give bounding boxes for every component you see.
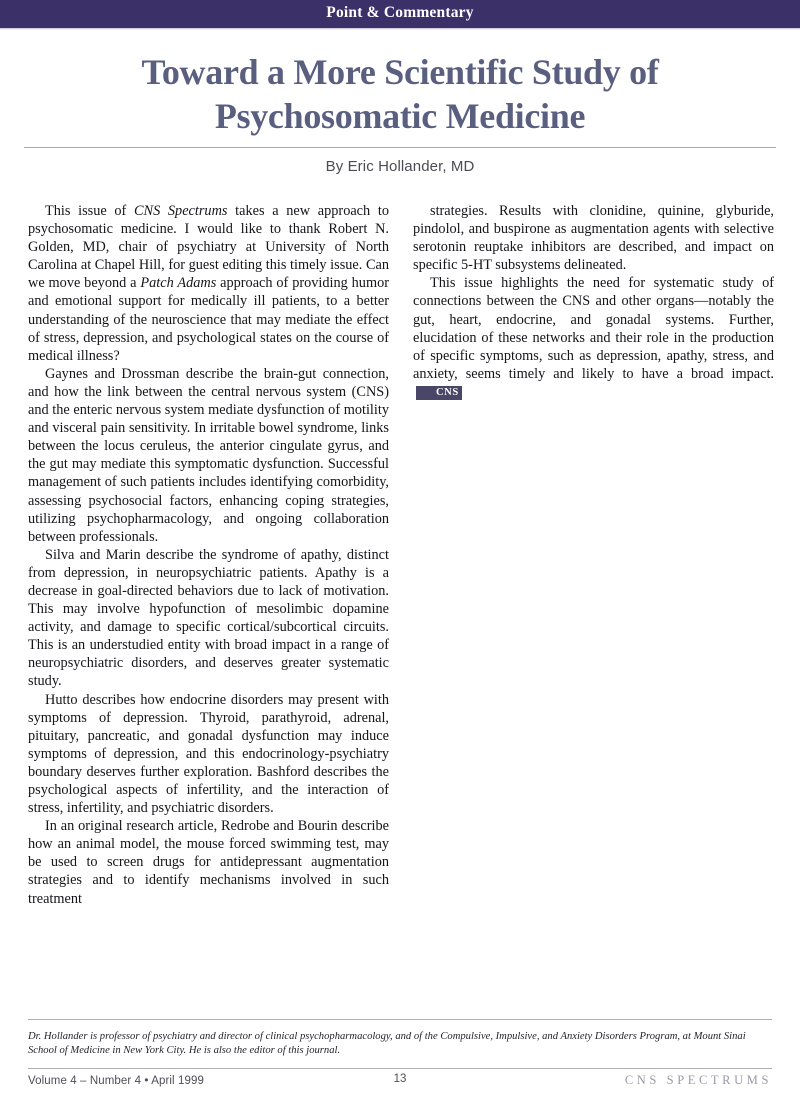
article-body (28, 202, 774, 908)
paragraph-1-text-c: approach of providing humor and emotional support for medically ill patients, to a better understanding of the neuroscience that may mediate the effect of stress, depression, and psychological states on the course of medical illness? (28, 275, 389, 364)
paragraph-1-italic-film: Patch Adams (140, 275, 217, 292)
paragraph-7-text: This issue highlights the need for systematic study of connections between the CNS and other organs—notably the gut, heart, endocrine, and gonadal systems. Further, elucidation of these networks and their role in the production of specific symptoms, such as depression, apathy, stress, and anxiety, seems timely and likely to have a broad impact. (413, 275, 774, 382)
title-divider (24, 147, 776, 148)
running-head-text: Point & Commentary (326, 4, 474, 22)
paragraph-1 (28, 202, 389, 365)
paragraph-7 (413, 274, 774, 401)
paragraph-1-italic-journal: CNS Spectrums (134, 203, 228, 219)
volume-issue-label: Volume 4 – Number 4 • April 1999 (28, 1075, 204, 1087)
running-head-shadow (0, 28, 800, 30)
page-number: 13 (393, 1073, 407, 1085)
right-column (413, 202, 774, 908)
article-title-block (0, 50, 800, 138)
paragraph-1-text-a: This issue of (45, 203, 134, 219)
page-footer (28, 1073, 772, 1088)
footer-divider (28, 1068, 772, 1069)
article-title-line-2: Psychosomatic Medicine (214, 96, 586, 136)
paragraph-2: Gaynes and Drossman describe the brain-gut connection, and how the link between the central nervous system (CNS) and the enteric nervous system mediate dysfunction of motility and visceral pain sensitivity. In irritable bowel syndrome, links between the locus ceruleus, the anterior cingulate gyrus, and the gut may mediate this symptomatic dysfunction. Successful management of such patients includes identifying comorbidity, assessing psychosocial factors, enhancing coping strategies, utilizing psychopharmacology, and ongoing collaboration between professionals. (28, 365, 389, 545)
page-title (0, 50, 800, 138)
paragraph-4: Hutto describes how endocrine disorders may present with symptoms of depression. Thyroid, parathyroid, adrenal, pituitary, pancreatic, and gonadal dysfunction may induce symptoms of depression, and this endocrinology-psychiatry boundary deserves further exploration. Bashford describes the psychological aspects of infertility, and the interaction of stress, infertility, and psychiatric disorders. (28, 691, 389, 817)
paragraph-6: strategies. Results with clonidine, quinine, glyburide, pindolol, and buspirone as augmentation agents with selective serotonin reuptake inhibitors are described, and impact on specific 5-HT subsystems delineated. (413, 203, 774, 274)
footnote-divider (28, 1019, 772, 1020)
paragraph-3: Silva and Marin describe the syndrome of apathy, distinct from depression, in neuropsychiatric patients. Apathy is a decrease in goal-directed behaviors due to lack of motivation. This may involve hypofunction of mesolimbic dopamine activity, and damage to specific cortical/subcortical circuits. This is an understudied entity with broad impact in a range of neuropsychiatric disorders, and deserves greater systematic study. (28, 546, 389, 690)
article-title-line-1: Toward a More Scientific Study of (141, 52, 659, 92)
author-footnote: Dr. Hollander is professor of psychiatry and director of clinical psychopharmacology, and of the Compulsive, Impulsive, and Anxiety Disorders Program, at Mount Sinai School of Medicine in New York City. He is also the editor of this journal. (28, 1031, 746, 1057)
paragraph-1-text-b: takes a new approach to psychosomatic medicine. I would like to thank Robert N. Golden, MD, chair of psychiatry at University of North Carolina at Chapel Hill, for guest editing this timely issue. Can we move beyond a (28, 203, 389, 292)
article-byline: By Eric Hollander, MD (325, 158, 475, 175)
running-head-bar (0, 0, 800, 28)
article-end-mark: CNS (416, 386, 462, 400)
left-column (28, 202, 389, 908)
journal-name-label: CNS SPECTRUMS (624, 1073, 772, 1087)
paragraph-5: In an original research article, Redrobe and Bourin describe how an animal model, the mouse forced swimming test, may be used to screen drugs for antidepressant augmentation strategies and to identify mechanisms involved in such treatment (28, 818, 389, 907)
